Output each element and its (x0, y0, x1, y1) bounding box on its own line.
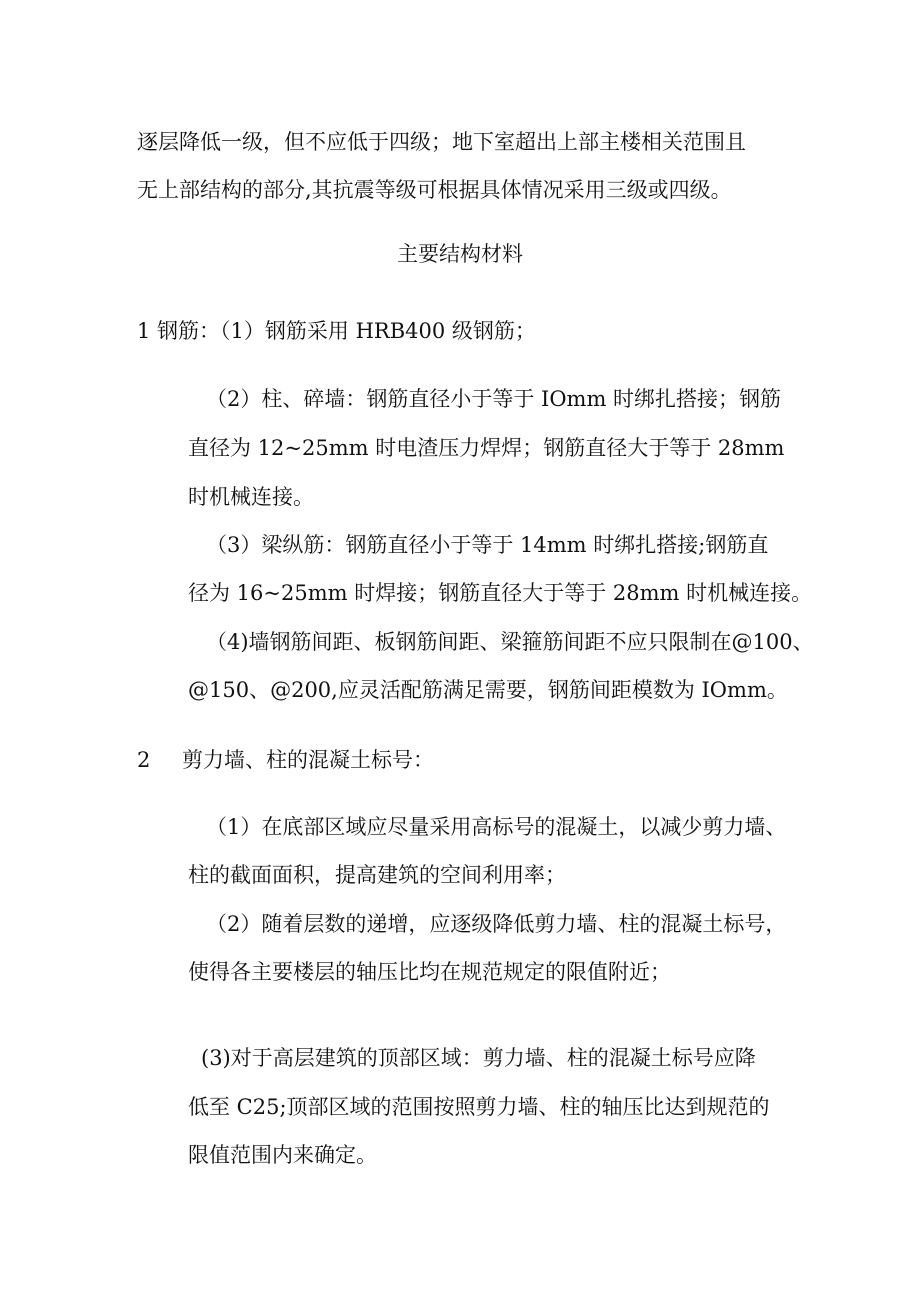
rebar-item3-line-2: 径为 16~25mm 时焊接；钢筋直径大于等于 28mm 时机械连接。 (188, 581, 813, 605)
intro-line-1: 逐层降低一级，但不应低于四级；地下室超出上部主楼相关范围且 (137, 130, 746, 154)
concrete-item2-line-1: （2）随着层数的递增，应逐级降低剪力墙、柱的混凝土标号， (206, 912, 787, 936)
section-title: 主要结构材料 (397, 242, 523, 266)
concrete-item3-line-3: 限值范围内来确定。 (188, 1143, 377, 1167)
intro-line-2: 无上部结构的部分,其抗震等级可根据具体情况采用三级或四级。 (137, 178, 732, 202)
rebar-item2-line-3: 时机械连接。 (188, 485, 314, 509)
rebar-item2-line-2: 直径为 12~25mm 时电渣压力焊焊；钢筋直径大于等于 28mm (188, 436, 785, 460)
rebar-heading: 1 钢筋：（1）钢筋采用 HRB400 级钢筋； (137, 319, 536, 343)
concrete-heading: 剪力墙、柱的混凝土标号： (182, 748, 434, 772)
rebar-item3-line-1: （3）梁纵筋：钢筋直径小于等于 14mm 时绑扎搭接;钢筋直 (206, 533, 769, 557)
concrete-item1-line-2: 柱的截面面积，提高建筑的空间利用率； (188, 863, 566, 887)
concrete-item2-line-2: 使得各主要楼层的轴压比均在规范规定的限值附近； (188, 960, 671, 984)
concrete-item3-line-1: (3)对于高层建筑的顶部区域：剪力墙、柱的混凝土标号应降 (201, 1046, 756, 1070)
rebar-item2-line-1: （2）柱、碎墙：钢筋直径小于等于 IOmm 时绑扎搭接；钢筋 (206, 387, 782, 411)
concrete-number: 2 (137, 748, 151, 772)
concrete-item1-line-1: （1）在底部区域应尽量采用高标号的混凝土，以减少剪力墙、 (206, 815, 787, 839)
rebar-item4-line-2: @150、@200,应灵活配筋满足需要，钢筋间距模数为 IOmm。 (188, 678, 788, 702)
concrete-item3-line-2: 低至 C25;顶部区域的范围按照剪力墙、柱的轴压比达到规范的 (188, 1095, 770, 1119)
rebar-item4-line-1: （4)墙钢筋间距、板钢筋间距、梁箍筋间距不应只限制在@100、 (206, 630, 814, 654)
